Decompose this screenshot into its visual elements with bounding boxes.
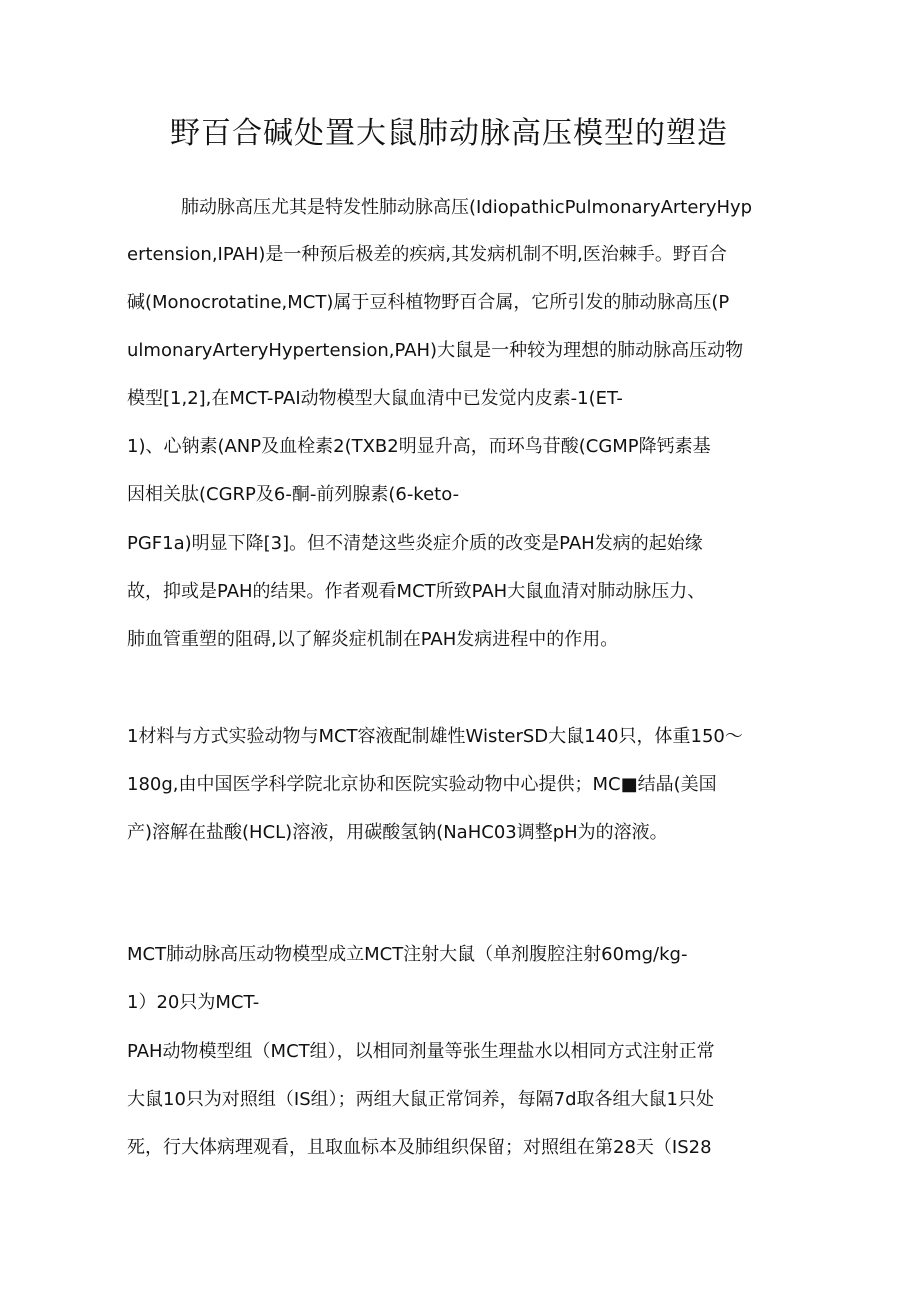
- paragraph-3-line: MCT肺动脉高压动物模型成立MCT注射大鼠（单剂腹腔注射60mg/kg-: [127, 944, 688, 965]
- paragraph-1-line: 因相关肽(CGRP及6-酮-前列腺素(6-keto-: [127, 484, 460, 505]
- paragraph-1-line: 碱(Monocrotatine,MCT)属于豆科植物野百合属，它所引发的肺动脉高压(P: [127, 292, 730, 313]
- paragraph-2-line: 产)溶解在盐酸(HCL)溶液，用碳酸氢钠(NaHC03调整pH为的溶液。: [127, 822, 668, 843]
- paragraph-1-line: 1)、心钠素(ANP及血栓素2(TXB2明显升高，而环鸟苷酸(CGMP降钙素基: [127, 436, 711, 457]
- paragraph-1-line: 肺动脉高压尤其是特发性肺动脉高压(IdiopathicPulmonaryArteryHyp: [181, 197, 753, 218]
- paragraph-1-line: ertension,IPAH)是一种预后极差的疾病,其发病机制不明,医治棘手。野百合: [127, 244, 727, 265]
- paragraph-1-line: ulmonaryArteryHypertension,PAH)大鼠是一种较为理想的肺动脉高压动物: [127, 340, 744, 361]
- paragraph-3-line: PAH动物模型组（MCT组），以相同剂量等张生理盐水以相同方式注射正常: [127, 1041, 715, 1062]
- paragraph-1-line: 故，抑或是PAH的结果。作者观看MCT所致PAH大鼠血清对肺动脉压力、: [127, 581, 706, 602]
- paragraph-2-line: 180g,由中国医学科学院北京协和医院实验动物中心提供；MC■结晶(美国: [127, 774, 717, 795]
- paragraph-1-line: 模型[1,2],在MCT-PAI动物模型大鼠血清中已发觉内皮素-1(ET-: [127, 388, 623, 409]
- paragraph-1-line: PGF1a)明显下降[3]。但不清楚这些炎症介质的改变是PAH发病的起始缘: [127, 533, 703, 554]
- paragraph-2-line: 1材料与方式实验动物与MCT容液配制雄性WisterSD大鼠140只，体重150～: [127, 726, 743, 747]
- paragraph-3-line: 大鼠10只为对照组（IS组）；两组大鼠正常饲养，每隔7d取各组大鼠1只处: [127, 1089, 714, 1110]
- paragraph-3-line: 1）20只为MCT-: [127, 992, 260, 1013]
- document-title: 野百合碱处置大鼠肺动脉高压模型的塑造: [170, 116, 728, 151]
- paragraph-1-line: 肺血管重塑的阻碍,以了解炎症机制在PAH发病进程中的作用。: [127, 629, 619, 650]
- paragraph-3-line: 死，行大体病理观看，且取血标本及肺组织保留；对照组在第28天（IS28: [127, 1137, 712, 1158]
